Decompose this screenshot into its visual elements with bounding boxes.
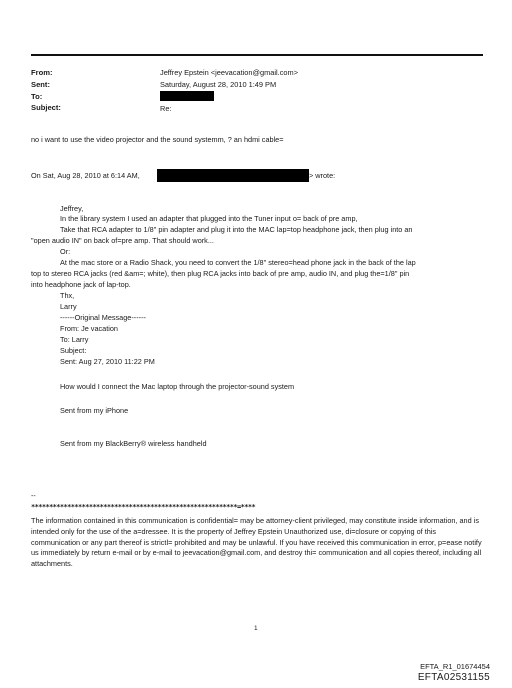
- thanks: Thx,: [60, 291, 75, 300]
- paragraph2-line3: into headphone jack of lap-top.: [31, 280, 131, 289]
- subject-label: Subject:: [31, 103, 61, 112]
- quote-intro-suffix: > wrote:: [309, 171, 336, 180]
- to-label: To:: [31, 92, 43, 101]
- redaction-sender: [157, 169, 309, 182]
- from-label: From:: [31, 68, 53, 77]
- iphone-signature: Sent from my iPhone: [60, 406, 129, 415]
- paragraph1-line2: Take that RCA adapter to 1/8" pin adapter and plug it into the MAC lap=top headphone jack, then plug into an: [60, 225, 413, 234]
- blackberry-signature: Sent from my BlackBerry® wireless handheld: [60, 439, 207, 448]
- header-divider: [31, 54, 483, 56]
- sent-label: Sent:: [31, 80, 50, 89]
- page-number: 1: [254, 625, 258, 632]
- paragraph1-line1: In the library system I used an adapter that plugged into the Tuner input o= back of pre amp,: [60, 214, 358, 223]
- sent-value: Saturday, August 28, 2010 1:49 PM: [160, 80, 277, 89]
- signoff-name: Larry: [60, 302, 77, 311]
- reply-first-line: no i want to use the video projector and the sound systemm, ? an hdmi cable=: [31, 135, 284, 144]
- original-sent: Sent: Aug 27, 2010 11:22 PM: [60, 357, 155, 366]
- quote-intro-prefix: On Sat, Aug 28, 2010 at 6:14 AM,: [31, 171, 140, 180]
- original-to: To: Larry: [60, 335, 89, 344]
- paragraph2-line2: top to stereo RCA jacks (red &am=; white), then plug RCA jacks into back of pre amp, audio IN, and plug the=1/8" pin: [31, 269, 410, 278]
- bates-number-primary: EFTA_R1_01674454: [420, 662, 490, 671]
- original-question: How would I connect the Mac laptop through the projector-sound system: [60, 382, 295, 391]
- bates-number-secondary: EFTA02531155: [417, 672, 490, 683]
- paragraph1-line3: "open audio IN" on back of=pre amp. That should work...: [31, 236, 214, 245]
- original-from: From: Je vacation: [60, 324, 118, 333]
- subject-value: Re:: [160, 104, 172, 113]
- disclaimer-stars: *********************************************************=****: [31, 503, 256, 511]
- redaction-to: [160, 91, 214, 101]
- original-subject: Subject:: [60, 346, 87, 355]
- or-line: Or:: [60, 247, 71, 256]
- greeting: Jeffrey,: [60, 204, 84, 213]
- paragraph2-line1: At the mac store or a Radio Shack, you need to convert the 1/8" stereo=head phone jack in the back of the lap: [60, 258, 416, 267]
- original-message-marker: ------Original Message------: [60, 313, 146, 322]
- confidentiality-disclaimer: The information contained in this communication is confidential= may be attorney-client privileged, may constitute inside information, and is intended only for the use of the a=dressee. It is the property of Jeffrey Epstein Unauthorized use, di=closure or copying of this communication or any part thereof is strictl= prohibited and may be unlawful. If you have received this communication in error, p=ease notify us immediately by return e-mail or by e-mail to jeevacation@gmail.com, and destroy thi= communication and all copies thereof, including all attachments.: [31, 516, 482, 569]
- from-value: Jeffrey Epstein <jeevacation@gmail.com>: [160, 68, 299, 77]
- signature-dashes: --: [31, 493, 36, 500]
